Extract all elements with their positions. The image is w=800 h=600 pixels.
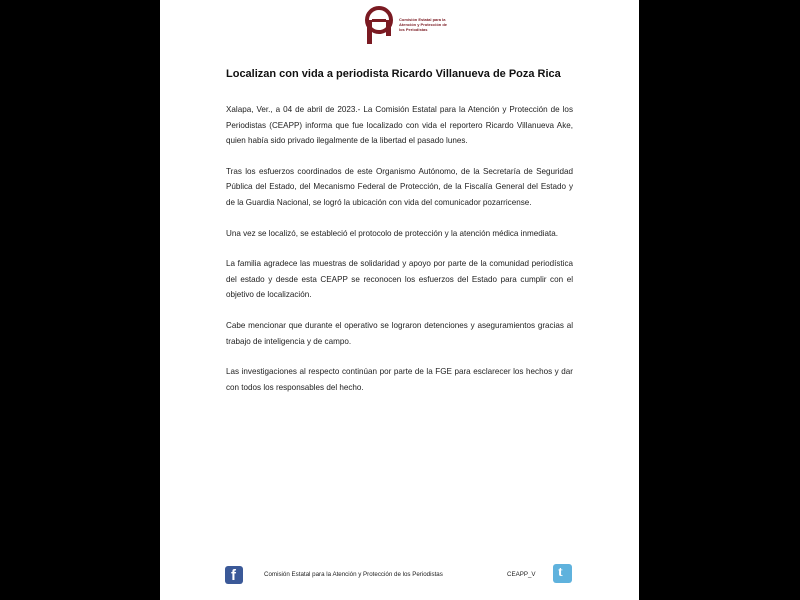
press-release-title: Localizan con vida a periodista Ricardo Villanueva de Poza Rica [226,68,561,80]
twitter-icon[interactable]: t [553,564,572,583]
footer [160,560,639,590]
footer-org-name: Comisión Estatal para la Atención y Protección de los Periodistas [264,571,443,578]
document-page [160,0,639,600]
paragraph: Las investigaciones al respecto continúan por parte de la FGE para esclarecer los hechos y dar con todos los responsables del hecho. [226,367,573,392]
twitter-handle[interactable]: CEAPP_V [507,571,536,578]
paragraph: La familia agradece las muestras de solidaridad y apoyo por parte de la comunidad periodística del estado y desde esta CEAPP se reconocen los esfuerzos del Estado para cumplir con el objetivo de localización. [226,259,573,300]
logo-mark-icon [363,6,397,46]
paragraph: Una vez se localizó, se estableció el protocolo de protección y la atención médica inmediata. [226,228,559,238]
ceapp-logo [363,6,473,46]
paragraph: Xalapa, Ver., a 04 de abril de 2023.- La Comisión Estatal para la Atención y Protección de los Periodistas (CEAPP) informa que fue localizado con vida el reportero Ricardo Villanueva Ake, quien había sido privado ilegalmente de la libertad el pasado lunes. [226,105,573,146]
paragraph: Cabe mencionar que durante el operativo se lograron detenciones y aseguramientos gracias al trabajo de inteligencia y de campo. [226,320,573,346]
paragraph: Tras los esfuerzos coordinados de este Organismo Autónomo, de la Secretaría de Seguridad Pública del Estado, del Mecanismo Federal de Protección, de la Fiscalía General del Estado y de la Guardia Nacional, se logró la ubicación con vida del comunicador pozarricense. [226,166,573,207]
facebook-icon[interactable]: f [225,566,243,584]
logo-text: Comisión Estatal para la Atención y Protección de los Periodistas [399,17,448,32]
press-release-body [226,102,573,410]
